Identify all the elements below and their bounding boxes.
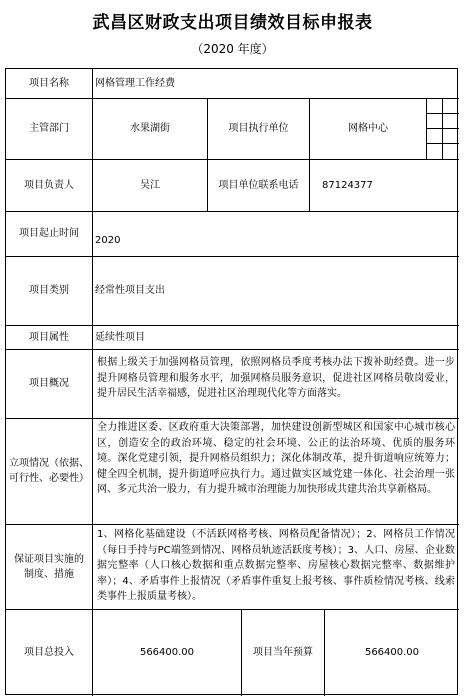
contact-phone-label: 项目单位联系电话 xyxy=(218,179,299,191)
manager-value: 吴江 xyxy=(140,179,160,191)
total-investment-label: 项目总投入 xyxy=(24,647,74,658)
overview-label: 项目概况 xyxy=(29,378,69,389)
period-label: 项目起止时间 xyxy=(19,228,79,239)
category-value: 经常性项目支出 xyxy=(95,285,165,296)
total-investment-value: 566400.00 xyxy=(139,647,195,658)
manager-label: 项目负责人 xyxy=(24,179,74,191)
form-title: 武昌区财政支出项目绩效目标申报表 xyxy=(92,13,373,33)
form-year: （2020 年度） xyxy=(191,42,274,56)
feasibility-text: 全力推进区委、区政府重大决策部署，加快建设创新型城区和国家中心城市核心区，创造安全的政治环境、稳定的社会环境、公正的法治环境、优质的服务环境。深化党建引领，提升网格员组织力；深化体制改革，提升街道响应统筹力；健全四全机制，提升街道呼应执行力。通过做实区域党建一体化、社会治理一张网、多元共治一股力，有力提升城市治理能力加快形成共建共治共享新格局。 xyxy=(97,422,455,495)
executing-unit-value: 网格中心 xyxy=(348,123,388,134)
department-label: 主管部门 xyxy=(29,123,69,134)
category-label: 项目类别 xyxy=(29,285,69,296)
overview-text: 根据上级关于加强网格员管理，依照网格员季度考核办法下拨补助经费。进一步提升网格员管理和服务水平，加强网格员服务意识，促进社区网格员敬岗爱业，提升居民生活幸福感，促进社区治理现代化等方面落实。 xyxy=(97,357,455,399)
project-name-value: 网格管理工作经费 xyxy=(95,78,175,89)
annual-budget-value: 566400.00 xyxy=(364,647,420,658)
attribute-value: 延续性项目 xyxy=(95,331,145,343)
contact-phone-value: 87124377 xyxy=(322,179,373,191)
project-name-label: 项目名称 xyxy=(29,78,69,89)
performance-target-table xyxy=(5,68,458,695)
measures-text: 1、网格化基础建设（不活跃网格考核、网格员配备情况）；2、网格员工作情况（每日手持与PC端签到情况、网格员轨迹活跃度考核）；3、人口、房屋、企业数据完整率（人口核心数据和重点数据完整率、房屋核心数据完整率、数据维护率）；4、矛盾事件上报情况（矛盾事件重复上报考核、事件质检情况考核、线索类事件上报质量考核）。 xyxy=(97,529,455,602)
attribute-label: 项目属性 xyxy=(29,331,69,343)
measures-label: 保证项目实施的制度、措施 xyxy=(14,553,84,580)
period-value: 2020 xyxy=(95,235,121,246)
department-value: 水果湖街 xyxy=(130,123,170,134)
feasibility-label: 立项情况（依据、可行性、必要性） xyxy=(9,458,89,484)
executing-unit-label: 项目执行单位 xyxy=(228,123,289,134)
annual-budget-label: 项目当年预算 xyxy=(253,647,313,658)
